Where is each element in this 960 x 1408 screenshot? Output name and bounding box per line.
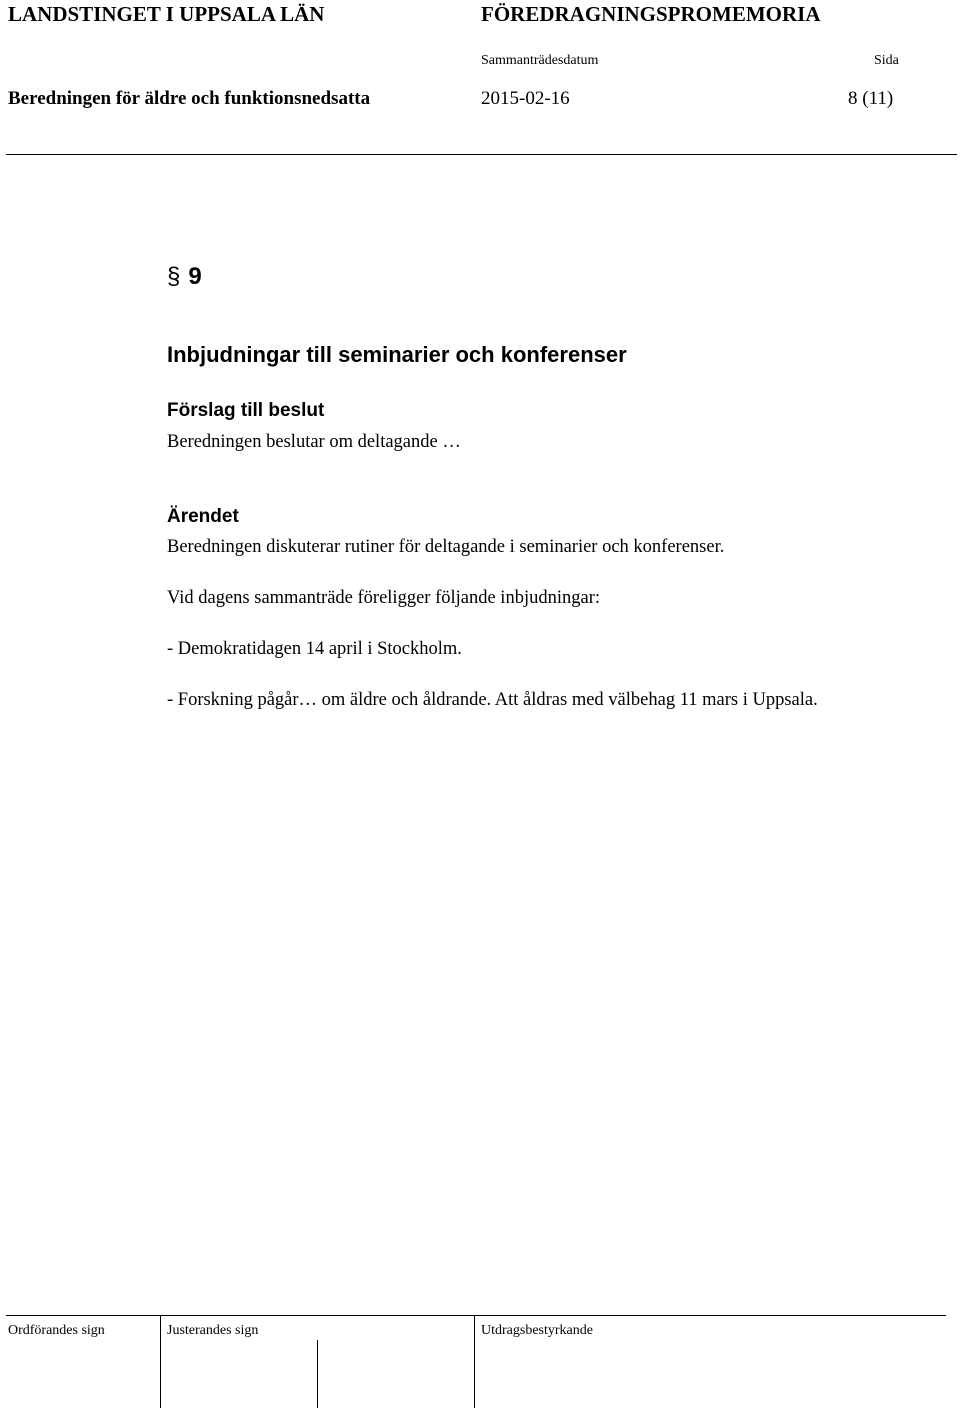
matter-list-item: - Demokratidagen 14 april i Stockholm. [167, 639, 462, 659]
meeting-date-label: Sammanträdesdatum [481, 53, 599, 68]
matter-paragraph: Beredningen diskuterar rutiner för deltagande i seminarier och konferenser. [167, 537, 725, 557]
section-symbol: § [167, 263, 181, 290]
document-type: FÖREDRAGNINGSPROMEMORIA [481, 2, 821, 26]
page-label: Sida [874, 53, 899, 68]
committee-name: Beredningen för äldre och funktionsnedsatta [8, 88, 371, 109]
organization-name: LANDSTINGET I UPPSALA LÄN [8, 2, 325, 26]
footer-divider [6, 1315, 946, 1316]
header-divider [6, 154, 957, 155]
section-number-value: 9 [188, 263, 202, 290]
section-number [167, 263, 202, 291]
matter-heading: Ärendet [167, 506, 239, 527]
matter-paragraph: Vid dagens sammanträde föreligger följande inbjudningar: [167, 588, 600, 608]
signature-box-divider [474, 1316, 475, 1408]
extract-certifier-label: Utdragsbestyrkande [481, 1323, 593, 1338]
proposal-heading: Förslag till beslut [167, 400, 325, 421]
signature-box-divider [317, 1340, 318, 1408]
meeting-date: 2015-02-16 [481, 88, 570, 109]
chair-sign-label: Ordförandes sign [8, 1323, 105, 1338]
section-title: Inbjudningar till seminarier och konferenser [167, 342, 627, 367]
signature-box-divider [160, 1316, 161, 1408]
adjuster-sign-label: Justerandes sign [167, 1323, 259, 1338]
matter-list-item: - Forskning pågår… om äldre och åldrande. Att åldras med välbehag 11 mars i Uppsala. [167, 690, 818, 710]
proposal-text: Beredningen beslutar om deltagande … [167, 432, 461, 452]
page-number: 8 (11) [848, 88, 894, 109]
